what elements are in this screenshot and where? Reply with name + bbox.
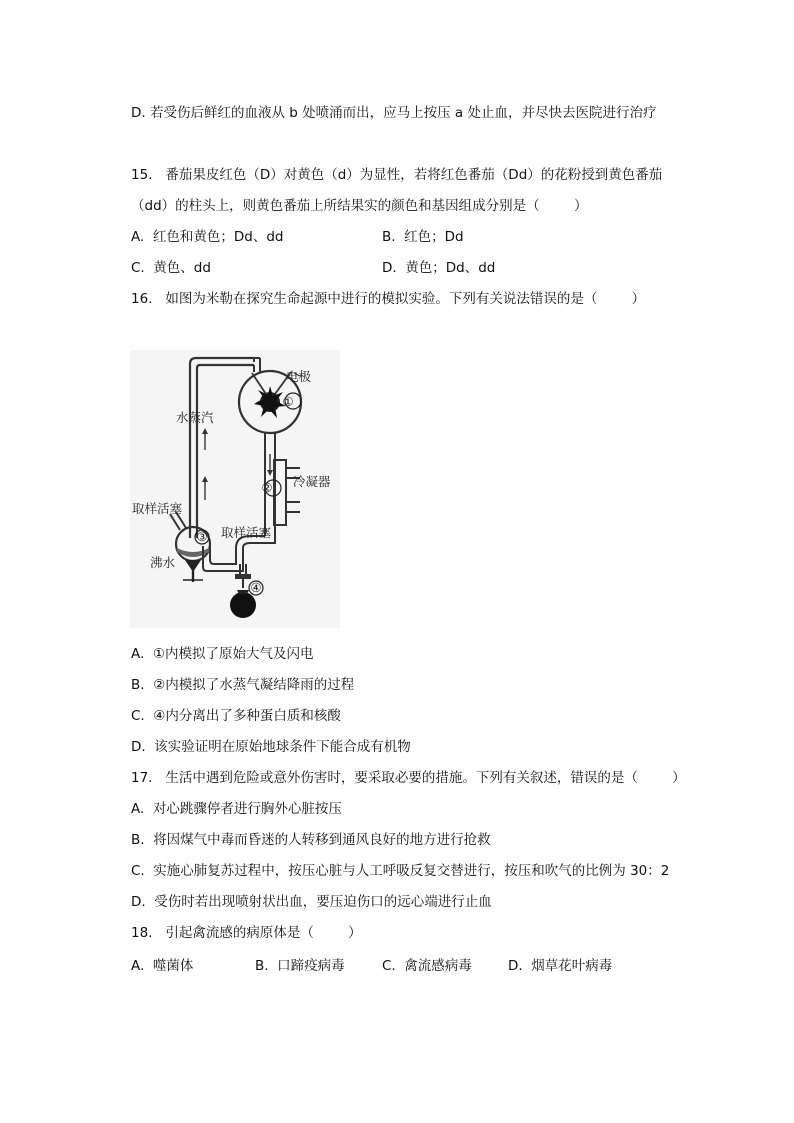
q15-option-d: D. 黄色；Dd、dd: [382, 260, 496, 276]
q17-option-b: B. 将因煤气中毒而昏迷的人转移到通风良好的地方进行抢救: [131, 832, 491, 848]
q15-option-b: B. 红色；Dd: [382, 229, 464, 245]
q15-option-a: A. 红色和黄色；Dd、dd: [131, 229, 284, 245]
q15-option-c: C. 黄色、dd: [131, 260, 211, 276]
miller-experiment-diagram: [130, 350, 340, 628]
figure-label-2: ②: [261, 480, 273, 495]
figure-label-sampling-valve-left: 取样活塞: [132, 501, 183, 516]
q14-option-d: D. 若受伤后鲜红的血液从 b 处喷涌而出，应马上按压 a 处止血，并尽快去医院进行治疗: [131, 105, 657, 121]
figure-label-4: ④: [250, 580, 262, 595]
figure-label-3: ③: [196, 529, 208, 544]
q17-option-c: C. 实施心肺复苏过程中，按压心脏与人工呼吸反复交替进行，按压和吹气的比例为 30：2: [131, 863, 670, 879]
spark-icon: [254, 386, 286, 418]
figure-label-condenser: 冷凝器: [293, 474, 331, 489]
q18-stem: 18. 引起禽流感的病原体是（ ）: [131, 925, 362, 941]
q16-stem: 16. 如图为米勒在探究生命起源中进行的模拟实验。下列有关说法错误的是（ ）: [131, 291, 646, 307]
q17-option-d: D. 受伤时若出现喷射状出血，要压迫伤口的远心端进行止血: [131, 894, 492, 910]
q18-option-a: A. 噬菌体: [131, 958, 194, 974]
q16-option-b: B. ②内模拟了水蒸气凝结降雨的过程: [131, 677, 355, 693]
figure-label-boiling-water: 沸水: [150, 555, 176, 570]
figure-label-1: ①: [282, 394, 294, 409]
q15-stem-line1: 15. 番茄果皮红色（D）对黄色（d）为显性，若将红色番茄（Dd）的花粉授到黄色番茄: [131, 167, 663, 183]
figure-label-electrode: 电极: [286, 369, 312, 384]
q18-option-d: D. 烟草花叶病毒: [508, 958, 613, 974]
q18-option-b: B. 口蹄疫病毒: [255, 958, 345, 974]
q16-option-d: D. 该实验证明在原始地球条件下能合成有机物: [131, 739, 411, 755]
q18-option-c: C. 禽流感病毒: [382, 958, 472, 974]
q17-stem: 17. 生活中遇到危险或意外伤害时，要采取必要的措施。下列有关叙述，错误的是（ ）: [131, 770, 686, 786]
q16-option-a: A. ①内模拟了原始大气及闪电: [131, 646, 314, 662]
figure-label-sampling-valve-right: 取样活塞: [221, 525, 272, 540]
q16-option-c: C. ④内分离出了多种蛋白质和核酸: [131, 708, 341, 724]
figure-label-steam: 水蒸汽: [176, 410, 214, 425]
q15-stem-line2: （dd）的柱头上，则黄色番茄上所结果实的颜色和基因组成分别是（ ）: [131, 198, 588, 214]
q17-option-a: A. 对心跳骤停者进行胸外心脏按压: [131, 801, 342, 817]
